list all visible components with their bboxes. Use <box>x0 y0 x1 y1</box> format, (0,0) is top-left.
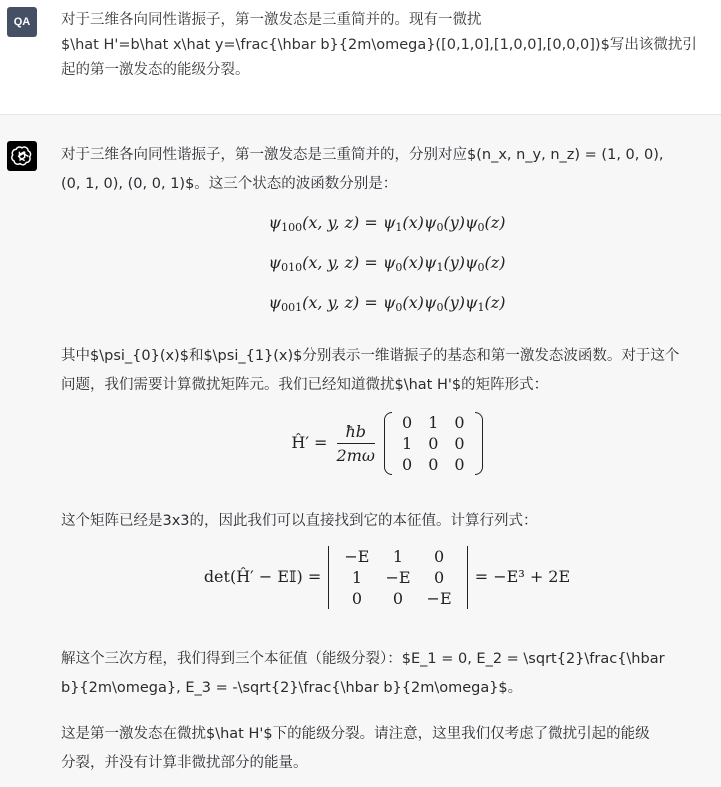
paragraph-psi-def-line2: 问题，我们需要计算微扰矩阵元。我们已经知道微扰$\hat H'$的矩阵形式： <box>61 377 549 393</box>
equation-psi-100: $\psi_{100}(x$, y, $z) = \psi_1(x)\psi_0(y)\psi_0(z)$ <box>268 213 506 234</box>
perturbation-matrix: 0 1 0 1 0 0 0 0 0 <box>384 412 483 475</box>
determinant-matrix: −E 1 0 1 −E 0 0 0 −E <box>326 546 469 609</box>
paragraph-conclusion-line1: 这是第一激发态在微扰$\hat H'$下的能级分裂。请注意，这里我们仅考虑了微扰引起的能级 <box>61 726 650 742</box>
fraction-hbar-b-over-2m-omega: $\frac{ħb}{2m\omega}$ <box>336 422 375 465</box>
equation-determinant: det(Ĥ′ − E𝕀) = −E 1 0 1 −E 0 0 0 −E = −E³ + 2E <box>203 547 571 608</box>
assistant-message-row <box>0 115 721 787</box>
equation-h-matrix: Ĥ′ = $\frac{ħb}{2m\omega}$ 0 1 0 1 0 0 0 0 0 <box>61 412 713 475</box>
paragraph-eigenvalues-line2: b}{2m\omega}, E_3 = -\sqrt{2}\frac{\hbar b}{2m\omega}$。 <box>61 680 523 696</box>
user-message-row <box>0 0 721 115</box>
openai-logo-icon <box>7 141 37 171</box>
user-message-text[interactable]: 对于三维各向同性谐振子，第一激发态是三重简并的。现有一微扰 $\hat H'=b\hat x\hat y=\frac{\hbar b}{2m\omega}([0,1,0],[1,0,0],[0,0,0])$写出该微扰引 起的第一激发态的能级分裂。 <box>61 12 697 78</box>
paragraph-eigenvalues-line1: 解这个三次方程，我们得到三个本征值（能级分裂）：$E_1 = 0, E_2 = \sqrt{2}\frac{\hbar <box>61 651 665 667</box>
paragraph-psi-def-line1: 其中$\psi_{0}(x)$和$\psi_{1}(x)$分别表示一维谐振子的基态和第一激发态波函数。对于这个 <box>61 348 680 364</box>
paragraph-intro-line1: 对于三维各向同性谐振子，第一激发态是三重简并的，分别对应$(n_x, n_y, n_z) = (1, 0, 0), <box>61 147 664 163</box>
user-avatar: QA <box>7 7 37 37</box>
paragraph-conclusion-line2: 分裂，并没有计算非微扰部分的能量。 <box>61 755 308 771</box>
equation-psi-010: $\psi_{010}(x$, y, $z) = \psi_0(x)\psi_1(y)\psi_0(z)$ <box>268 253 506 274</box>
paragraph-intro-line2: (0, 1, 0), (0, 0, 1)$。这三个状态的波函数分别是： <box>61 176 398 192</box>
equation-psi-001: $\psi_{001}(x$, y, $z) = \psi_0(x)\psi_0(y)\psi_1(z)$ <box>268 293 506 314</box>
paragraph-determinant-intro: 这个矩阵已经是3x3的，因此我们可以直接找到它的本征值。计算行列式： <box>61 513 538 529</box>
